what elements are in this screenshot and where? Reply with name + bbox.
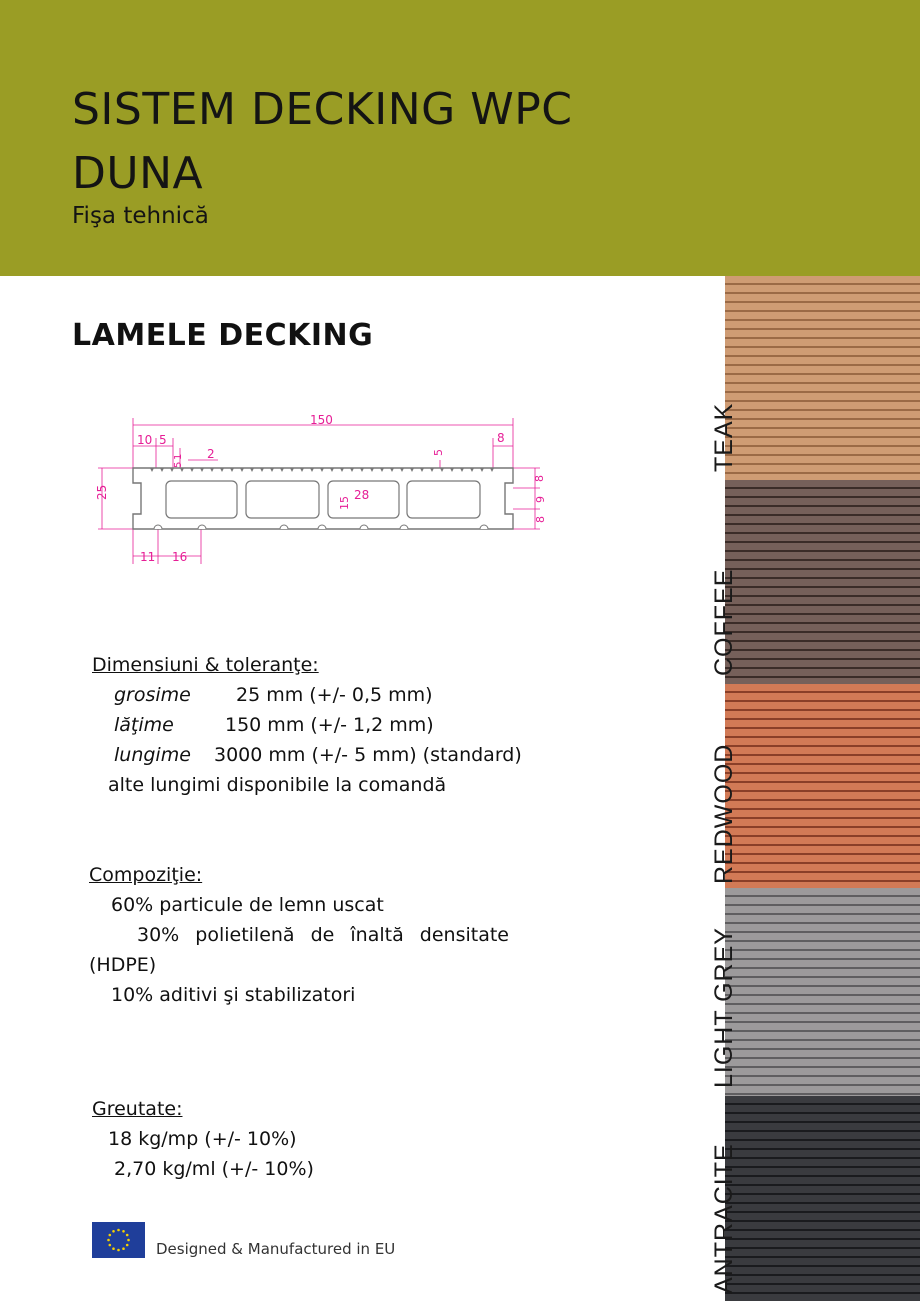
weight-per-sqm: 18 kg/mp (+/- 10%) <box>108 1128 297 1150</box>
dim-8-right-b: 8 <box>534 516 547 523</box>
dimensions-heading: Dimensiuni & toleranţe: <box>92 654 319 676</box>
eu-flag-icon <box>92 1222 145 1258</box>
swatch-teak <box>725 276 920 480</box>
dimensions-note: alte lungimi disponibile la comandă <box>108 774 447 796</box>
width-value: 150 mm (+/- 1,2 mm) <box>225 714 434 736</box>
composition-block <box>89 860 509 1010</box>
swatch-redwood <box>725 684 920 888</box>
length-label: lungime <box>114 744 191 766</box>
dim-8-right-a: 8 <box>533 475 546 482</box>
weight-heading: Greutate: <box>92 1098 183 1120</box>
dim-2: 2 <box>207 447 215 461</box>
composition-line-additives: 10% aditivi şi stabilizatori <box>111 984 356 1006</box>
composition-word: densitate <box>419 924 509 946</box>
dimension-row-length <box>92 740 522 770</box>
composition-word: de <box>310 924 335 946</box>
dim-5-vert: 5 <box>173 461 184 468</box>
length-value: 3000 mm (+/- 5 mm) (standard) <box>214 744 522 766</box>
composition-line-hdpe <box>89 920 509 950</box>
weight-per-ml: 2,70 kg/ml (+/- 10%) <box>114 1158 314 1180</box>
dim-8-top: 8 <box>497 431 505 445</box>
profile-cross-section-diagram <box>88 408 558 578</box>
dim-25: 25 <box>95 484 109 500</box>
footer-text: Designed & Manufactured in EU <box>156 1240 396 1258</box>
weight-block <box>92 1094 314 1184</box>
document-subtitle: Fişa tehnică <box>72 203 209 229</box>
dimension-row-thickness <box>92 680 522 710</box>
thickness-value: 25 mm (+/- 0,5 mm) <box>236 684 433 706</box>
dim-11: 11 <box>140 550 156 564</box>
dim-5-right: 5 <box>432 449 445 456</box>
swatch-coffee <box>725 480 920 684</box>
composition-word: 30% <box>137 924 180 946</box>
composition-word: înaltă <box>350 924 404 946</box>
dim-10: 10 <box>137 433 153 447</box>
dim-28: 28 <box>354 488 370 502</box>
dim-1: 1 <box>173 453 184 460</box>
dimensions-block <box>92 650 522 800</box>
composition-heading: Compoziţie: <box>89 864 203 886</box>
dim-15: 15 <box>338 496 351 510</box>
swatch-antracite <box>725 1096 920 1301</box>
composition-line-wood: 60% particule de lemn uscat <box>111 894 384 916</box>
dim-9-right: 9 <box>534 496 547 503</box>
dim-5-top: 5 <box>159 433 167 447</box>
dim-16: 16 <box>172 550 188 564</box>
dim-150: 150 <box>310 413 333 427</box>
thickness-label: grosime <box>114 684 191 706</box>
composition-word: polietilenă <box>195 924 295 946</box>
swatch-light-grey <box>725 888 920 1096</box>
section-title: LAMELE DECKING <box>72 318 374 353</box>
width-label: lăţime <box>114 714 174 736</box>
document-title: SISTEM DECKING WPC DUNA <box>72 84 573 199</box>
dimension-row-width <box>92 710 522 740</box>
header-banner <box>0 0 920 276</box>
composition-line-hdpe-abbrev: (HDPE) <box>89 954 157 976</box>
